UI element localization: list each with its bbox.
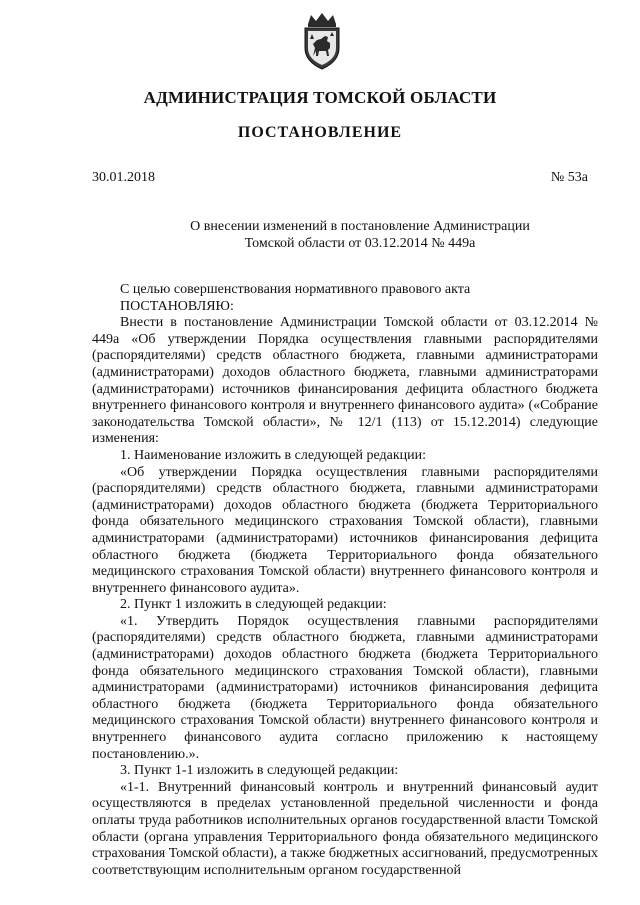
document-number: № 53а — [550, 170, 588, 185]
paragraph-item-2: 2. Пункт 1 изложить в следующей редакции: — [120, 597, 387, 613]
organization-title: АДМИНИСТРАЦИЯ ТОМСКОЙ ОБЛАСТИ — [143, 88, 497, 107]
subject-line-2: Томской области от 03.12.2014 № 449а — [244, 236, 476, 251]
paragraph-item-1: 1. Наименование изложить в следующей редакции: — [120, 447, 426, 463]
paragraph-item-2-text: «1. Утвердить Порядок осуществления главными распорядителями (распорядителями) средств областного бюджета, главными администраторами (администраторами) доходов областного бюджета (бюджета Территориального фонда обязательного медицинского страхования Томской области), главными администраторами (администраторами) источников финансирования дефицита областного бюджета (бюджета Территориального фонда обязательного медицинского страхования Томской области) внутреннего финансового контроля и внутреннего финансового аудита согласно приложению к настоящему постановлению.». — [92, 613, 598, 762]
paragraph-item-3-text: «1-1. Внутренний финансовый контроль и внутренний финансовый аудит осуществляются в пределах установленной предельной численности и фонда оплаты труда работников исполнительных органов государственной власти Томской области (органа управления Территориального фонда обязательного медицинского страхования Томской области), а также бюджетных ассигнований, предусмотренных соответствующим исполнительным органом государственной — [92, 779, 598, 878]
document-subject — [150, 218, 570, 252]
document-type: ПОСТАНОВЛЕНИЕ — [237, 124, 403, 141]
document-body — [92, 282, 598, 879]
paragraph-item-1-text: «Об утверждении Порядка осуществления главными распорядителями (распорядителями) средств областного бюджета, главными администраторами (администраторами) доходов областного бюджета (бюджета Территориального фонда обязательного медицинского страхования Томской области), главными администраторами (администраторами) источников финансирования дефицита областного бюджета (бюджета Территориального фонда обязательного медицинского страхования Томской области) внутреннего финансового контроля и внутреннего финансового аудита». — [92, 464, 598, 596]
subject-line-1: О внесении изменений в постановление Администрации — [190, 219, 530, 234]
paragraph-resolve: ПОСТАНОВЛЯЮ: — [120, 298, 234, 314]
paragraph-amend-intro: Внести в постановление Администрации Томской области от 03.12.2014 № 449а «Об утверждении Порядка осуществления главными распорядителями (распорядителями) средств областного бюджета, главными администраторами (администраторами) доходов областного бюджета, главными администраторами (администраторами) источников финансирования дефицита областного бюджета внутреннего финансового контроля и внутреннего финансового аудита» («Собрание законодательства Томской области», № 12/1 (113) от 15.12.2014) следующие изменения: — [92, 315, 598, 447]
document-date: 30.01.2018 — [92, 170, 155, 185]
paragraph-item-3: 3. Пункт 1-1 изложить в следующей редакции: — [120, 763, 399, 779]
paragraph-purpose: С целью совершенствования нормативного правового акта — [120, 282, 471, 297]
tomsk-coat-of-arms-icon — [299, 12, 345, 70]
